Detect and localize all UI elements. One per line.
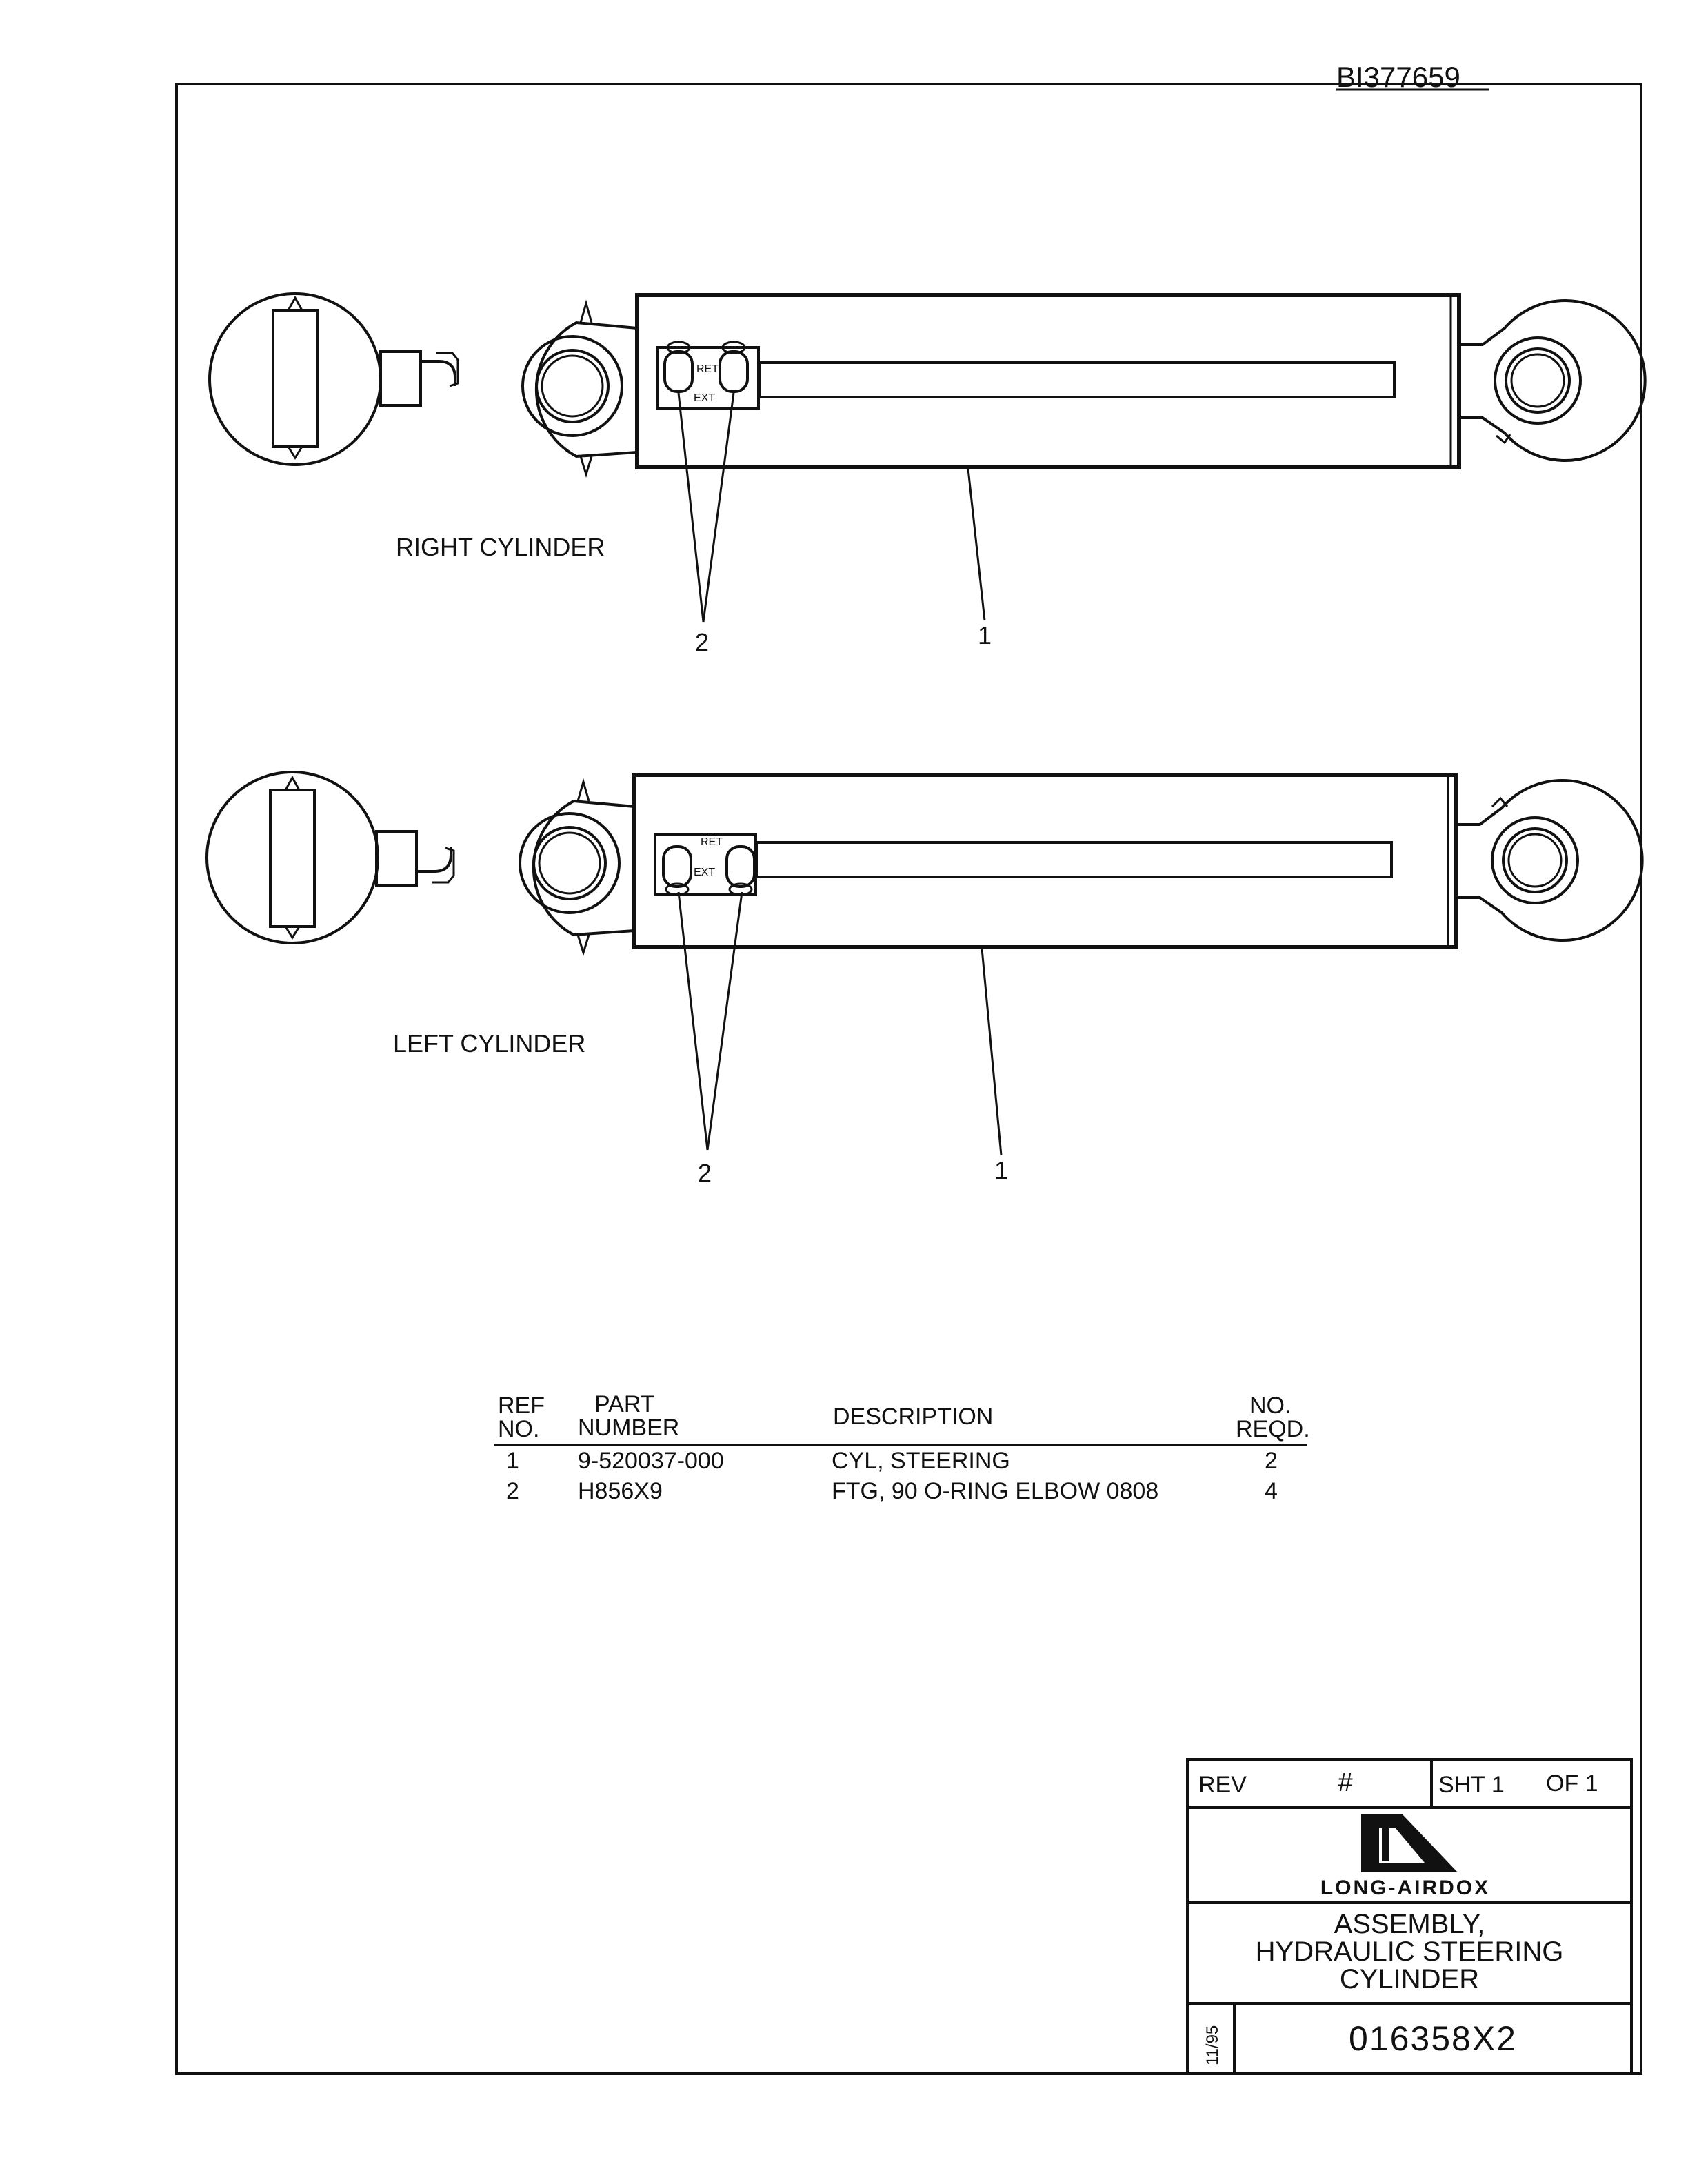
left-cylinder-end-view	[207, 772, 454, 943]
sheet-border	[177, 84, 1641, 2074]
right-leader-2a	[679, 393, 703, 622]
right-port-ext-label: EXT	[694, 392, 716, 404]
row-ref: 1	[506, 1448, 519, 1474]
left-cylinder-label: LEFT CYLINDER	[393, 1029, 586, 1058]
company-name: LONG-AIRDOX	[1320, 1877, 1491, 1899]
right-line-tube	[760, 363, 1394, 397]
title-line-1: ASSEMBLY,	[1334, 1909, 1485, 1939]
row-qty: 4	[1265, 1478, 1278, 1504]
right-leader-2b	[703, 393, 734, 622]
left-line-tube	[757, 842, 1391, 877]
row-description: FTG, 90 O-RING ELBOW 0808	[832, 1478, 1159, 1504]
rev-label: REV	[1198, 1772, 1247, 1798]
header-description: DESCRIPTION	[833, 1404, 994, 1430]
right-cylinder-label: RIGHT CYLINDER	[396, 533, 605, 561]
right-elbow-fitting-2	[720, 342, 747, 392]
right-callout-1: 1	[978, 621, 992, 649]
row-description: CYL, STEERING	[832, 1448, 1010, 1474]
left-leader-1	[982, 949, 1001, 1155]
right-cylinder-view	[210, 294, 1645, 656]
row-ref: 2	[506, 1478, 519, 1504]
header-part-line2: NUMBER	[578, 1415, 680, 1441]
left-cylinder-rod-eye	[1456, 780, 1642, 940]
right-leader-1	[968, 469, 985, 620]
left-callout-1: 1	[994, 1156, 1009, 1184]
row-part-number: H856X9	[578, 1478, 663, 1504]
right-port-ret-label: RET	[696, 363, 719, 375]
left-leader-2a	[679, 892, 707, 1150]
sheet-number: SHT 1	[1438, 1772, 1505, 1798]
drawing-date: 11/95	[1203, 2025, 1222, 2065]
title-line-2: HYDRAULIC STEERING	[1255, 1937, 1564, 1967]
left-port-ret-label: RET	[701, 836, 723, 848]
title-block	[1187, 1759, 1631, 2074]
header-part-line1: PART	[594, 1391, 655, 1417]
drawing-number: 016358X2	[1348, 2019, 1518, 2058]
table-row	[506, 1478, 1278, 1504]
row-part-number: 9-520037-000	[578, 1448, 724, 1474]
left-leader-2b	[707, 892, 742, 1150]
right-cylinder-clevis	[523, 303, 637, 474]
left-elbow-fitting-2	[727, 847, 754, 895]
rev-value: #	[1338, 1768, 1353, 1797]
header-ref-line1: REF	[498, 1393, 545, 1419]
title-line-3: CYLINDER	[1339, 1964, 1480, 1994]
row-qty: 2	[1265, 1448, 1278, 1474]
header-qty-line1: NO.	[1249, 1393, 1292, 1419]
right-elbow-fitting-1	[665, 342, 692, 392]
document-id: BI377659	[1336, 61, 1460, 93]
header-qty-line2: REQD.	[1236, 1416, 1310, 1442]
parts-table	[494, 1391, 1310, 1504]
left-cylinder-view	[207, 772, 1642, 1187]
company-logo	[1361, 1814, 1458, 1872]
sheet-total: OF 1	[1546, 1770, 1598, 1797]
left-port-ext-label: EXT	[694, 867, 716, 878]
right-callout-2: 2	[695, 628, 710, 656]
left-cylinder-clevis	[520, 782, 634, 953]
header-ref-line2: NO.	[498, 1416, 540, 1442]
left-callout-2: 2	[698, 1159, 712, 1187]
right-cylinder-end-view	[210, 294, 458, 465]
right-cylinder-rod-eye	[1459, 301, 1645, 461]
table-row	[506, 1448, 1278, 1474]
left-elbow-fitting-1	[663, 847, 691, 895]
